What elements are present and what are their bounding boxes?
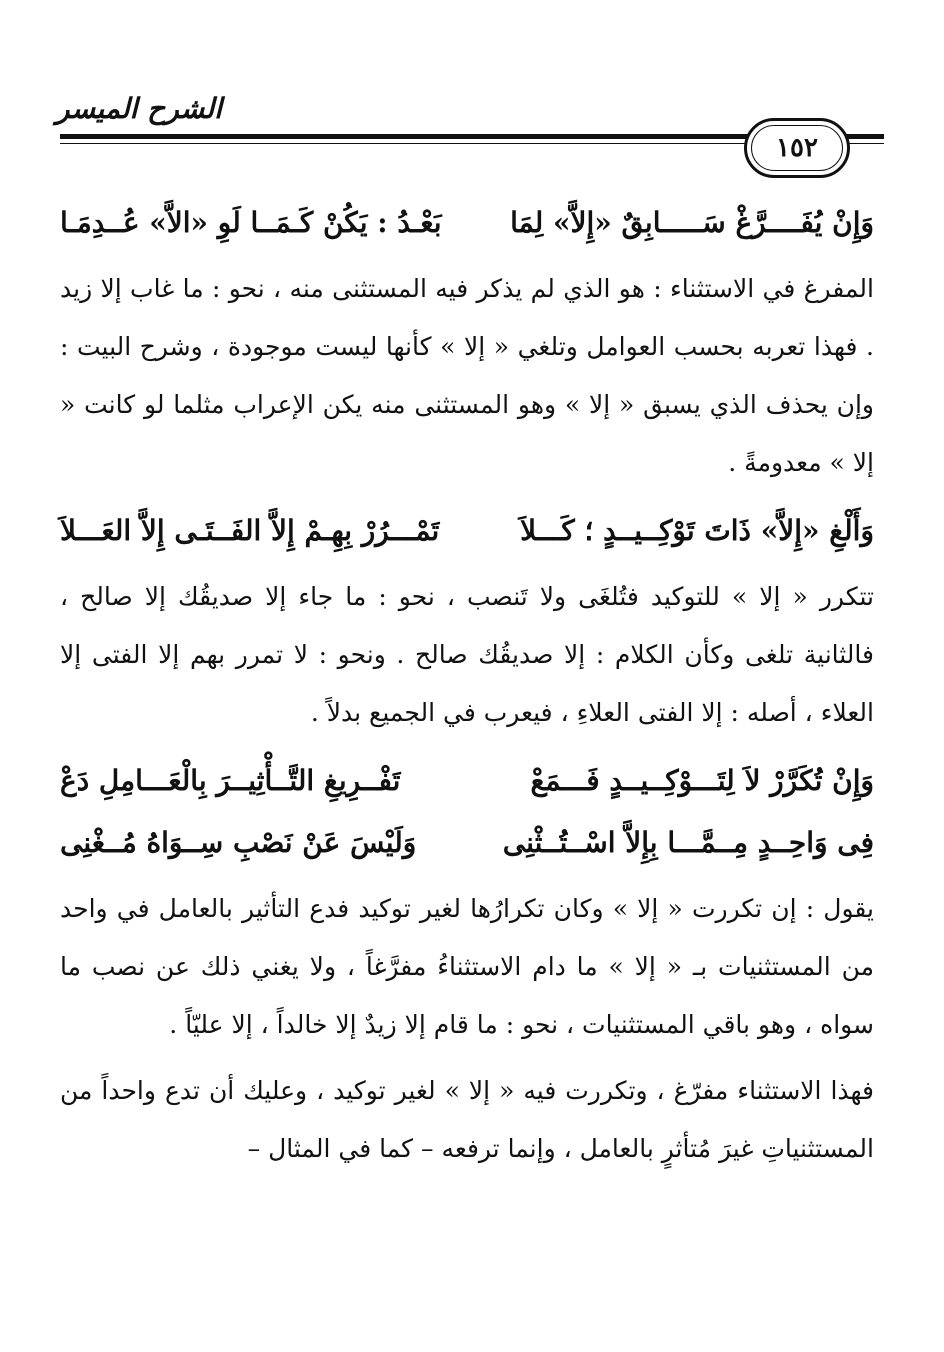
verse-line: [60, 812, 874, 874]
verse-second-hemistich: وَلَيْسَ عَنْ نَصْبِ سِــوَاهُ مُــغْنِى: [60, 826, 417, 859]
verse-second-hemistich: بَعْـدُ : يَكُنْ كَـمَــا لَوِ «الاَّ» عُــدِمَـا: [60, 206, 442, 239]
verse-line: [60, 750, 874, 812]
commentary-paragraph: يقول : إن تكررت « إلا » وكان تكرارُها لغير توكيد فدع التأثير بالعامل في واحد من المستثنيات بـ « إلا » ما دام الاستثناءُ مفرَّغاً ، ولا يغني ذلك عن نصب ما سواه ، وهو باقي المستثنيات ، نحو : ما قام إلا زيدٌ إلا خالداً ، إلا عليّاً .: [60, 894, 874, 1039]
verse-first-hemistich: فِى وَاحِــدٍ مِــمَّـــا بِإِلاَّ اسْــتُــثْنِى: [502, 826, 874, 859]
verse-line: [60, 500, 874, 562]
page-body: [60, 192, 874, 1186]
verse-line: [60, 192, 874, 254]
page-number-badge: [744, 118, 850, 178]
verse-first-hemistich: وَإِنْ يُفَــــرَّغْ سَـــــابِقٌ «إِلاَّ» لِمَا: [510, 206, 874, 239]
verse-second-hemistich: تَفْــرِيغِ التَّــأْثِيــرَ بِالْعَـــامِلِ دَعْ: [60, 764, 401, 797]
commentary-paragraph: تتكرر « إلا » للتوكيد فتُلغَى ولا تَنصب ، نحو : ما جاء إلا صديقُك إلا صالح ، فالثانية تلغى وكأن الكلام : إلا صديقُك صالح . ونحو : لا تمرر بهم إلا الفتى إلا العلاء ، أصله : إلا الفتى العلاءِ ، فيعرب في الجميع بدلاً .: [60, 582, 874, 727]
commentary-paragraph: فهذا الاستثناء مفرّغ ، وتكررت فيه « إلا » لغير توكيد ، وعليك أن تدع واحداً من المستثنياتِ غيرَ مُتأثرٍ بالعامل ، وإنما ترفعه – كما في المثال –: [60, 1076, 874, 1163]
commentary-paragraph: المفرغ في الاستثناء : هو الذي لم يذكر فيه المستثنى منه ، نحو : ما غاب إلا زيد . فهذا تعربه بحسب العوامل وتلغي « إلا » كأنها ليست موجودة ، وشرح البيت : وإن يحذف الذي يسبق « إلا » وهو المستثنى منه يكن الإعراب مثلما لو كانت « إلا » معدومةً .: [60, 274, 874, 477]
verse-first-hemistich: وَإِنْ تُكَرَّرْ لاَ لِتَـــوْكِــيــدٍ فَـــمَعْ: [530, 764, 874, 797]
verse-second-hemistich: تَمْـــرُرْ بِهِـمْ إِلاَّ الفَــتَـى إِلاَّ العَـــلاَ: [60, 514, 440, 547]
page-number: ١٥٢: [776, 133, 818, 163]
verse-first-hemistich: وَأَلْغِ «إِلاَّ» ذَاتَ تَوْكِــيــدٍ ؛ كَـــلاَ: [520, 514, 874, 547]
running-header-title: الشرح الميسر: [56, 92, 222, 125]
